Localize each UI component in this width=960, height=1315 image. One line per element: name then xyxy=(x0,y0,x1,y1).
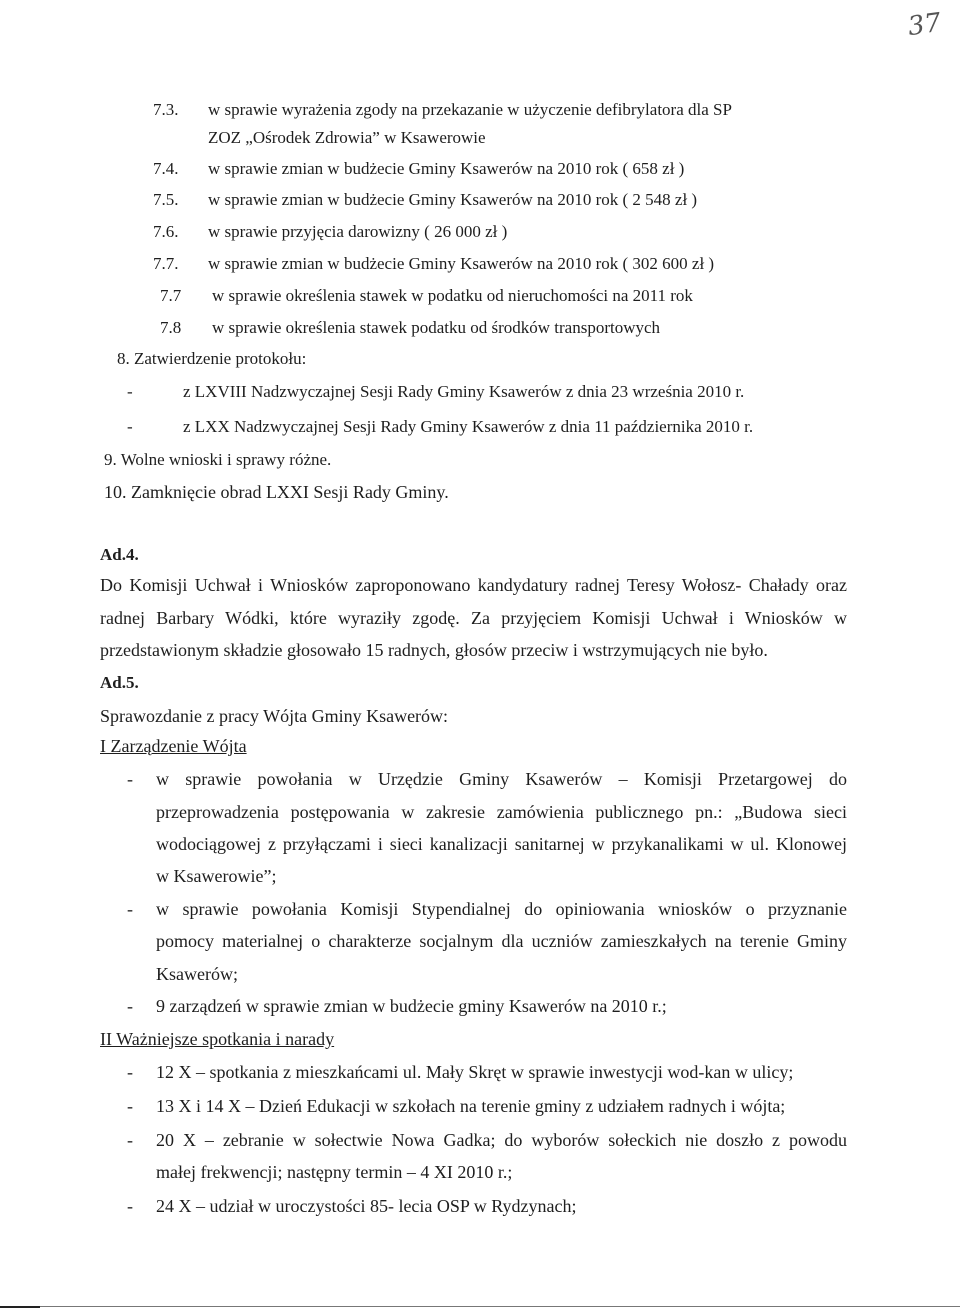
scan-edge-line xyxy=(40,1306,960,1307)
agenda-item-number: 7.3. xyxy=(153,100,179,119)
agenda-item-number: 7.7 xyxy=(160,286,182,305)
dash-bullet: - xyxy=(127,382,133,401)
agenda-item-text: w sprawie wyrażenia zgody na przekazanie w użyczenie defibrylatora dla SP xyxy=(208,100,732,119)
agenda-item-text: w sprawie przyjęcia darowizny ( 26 000 zł ) xyxy=(208,222,508,241)
dash-bullet: - xyxy=(127,996,133,1016)
dash-bullet: - xyxy=(127,1196,133,1216)
list-item-line: 9 zarządzeń w sprawie zmian w budżecie gminy Ksawerów na 2010 r.; xyxy=(156,996,667,1016)
agenda-item-text: w sprawie zmian w budżecie Gminy Ksawerów na 2010 rok ( 2 548 zł ) xyxy=(208,190,698,209)
dash-bullet: - xyxy=(127,899,133,919)
agenda-item-number: 7.5. xyxy=(153,190,179,209)
list-item-line: 24 X – udział w uroczystości 85- lecia OSP w Rydzynach; xyxy=(156,1196,577,1216)
dash-bullet: - xyxy=(127,417,133,436)
agenda-item-number: 7.7. xyxy=(153,254,179,273)
report-intro: Sprawozdanie z pracy Wójta Gminy Ksawerów: xyxy=(100,706,449,726)
list-item-line: w Ksawerowie”; xyxy=(156,866,277,886)
list-item-line: pomocy materialnej o charakterze socjalnym dla uczniów zamieszkałych na terenie Gminy xyxy=(156,931,847,951)
section-heading-ad5: Ad.5. xyxy=(100,673,139,692)
protocol-item: z LXX Nadzwyczajnej Sesji Rady Gminy Ksawerów z dnia 11 października 2010 r. xyxy=(183,417,754,436)
list-item-line: 12 X – spotkania z mieszkańcami ul. Mały Skręt w sprawie inwestycji wod-kan w ulicy; xyxy=(156,1062,794,1082)
list-item-line: Ksawerów; xyxy=(156,964,238,984)
list-item-line: małej frekwencji; następny termin – 4 XI 2010 r.; xyxy=(156,1162,513,1182)
section-heading-ad4: Ad.4. xyxy=(100,545,139,564)
list-item-line: 13 X i 14 X – Dzień Edukacji w szkołach na terenie gminy z udziałem radnych i wójta; xyxy=(156,1096,786,1116)
list-item-line: 20 X – zebranie w sołectwie Nowa Gadka; do wyborów sołeckich nie doszło z powodu xyxy=(156,1130,847,1150)
subsection-title: I Zarządzenie Wójta xyxy=(100,736,247,756)
paragraph-line: radnej Barbary Wódki, które wyraziły zgodę. Za przyjęciem Komisji Uchwał i Wniosków w xyxy=(100,608,847,628)
page-number: 37 xyxy=(906,7,944,43)
agenda-item-10: 10. Zamknięcie obrad LXXI Sesji Rady Gminy. xyxy=(104,482,449,502)
agenda-item-number: 7.6. xyxy=(153,222,179,241)
dash-bullet: - xyxy=(127,1062,133,1082)
list-item-line: przeprowadzenia postępowania w zakresie zamówienia publicznego pn.: „Budowa sieci xyxy=(156,802,847,822)
paragraph-line: przedstawionym składzie głosowało 15 radnych, głosów przeciw i wstrzymujących nie było. xyxy=(100,640,768,660)
agenda-item-8: 8. Zatwierdzenie protokołu: xyxy=(117,349,307,368)
protocol-item: z LXVIII Nadzwyczajnej Sesji Rady Gminy Ksawerów z dnia 23 września 2010 r. xyxy=(183,382,745,401)
agenda-item-text: w sprawie zmian w budżecie Gminy Ksawerów na 2010 rok ( 658 zł ) xyxy=(208,159,685,178)
agenda-item-number: 7.4. xyxy=(153,159,179,178)
dash-bullet: - xyxy=(127,769,133,789)
agenda-item-9: 9. Wolne wnioski i sprawy różne. xyxy=(104,450,332,469)
list-item-line: w sprawie powołania w Urzędzie Gminy Ksawerów – Komisji Przetargowej do xyxy=(156,769,847,789)
agenda-item-text: w sprawie zmian w budżecie Gminy Ksawerów na 2010 rok ( 302 600 zł ) xyxy=(208,254,715,273)
dash-bullet: - xyxy=(127,1096,133,1116)
agenda-item-text: ZOZ „Ośrodek Zdrowia” w Ksawerowie xyxy=(208,128,486,147)
paragraph-line: Do Komisji Uchwał i Wniosków zaproponowano kandydatury radnej Teresy Wołosz- Chałady oraz xyxy=(100,575,847,595)
list-item-line: w sprawie powołania Komisji Stypendialnej do opiniowania wniosków o przyznanie xyxy=(156,899,847,919)
dash-bullet: - xyxy=(127,1130,133,1150)
agenda-item-number: 7.8 xyxy=(160,318,182,337)
scan-edge-line xyxy=(0,1306,40,1308)
subsection-title: II Ważniejsze spotkania i narady xyxy=(100,1029,335,1049)
list-item-line: wodociągowej z przyłączami i sieci kanalizacji sanitarnej w przykanalikami w ul. Klonowej xyxy=(156,834,847,854)
agenda-item-text: w sprawie określenia stawek w podatku od nieruchomości na 2011 rok xyxy=(212,286,693,305)
agenda-item-text: w sprawie określenia stawek podatku od środków transportowych xyxy=(212,318,661,337)
